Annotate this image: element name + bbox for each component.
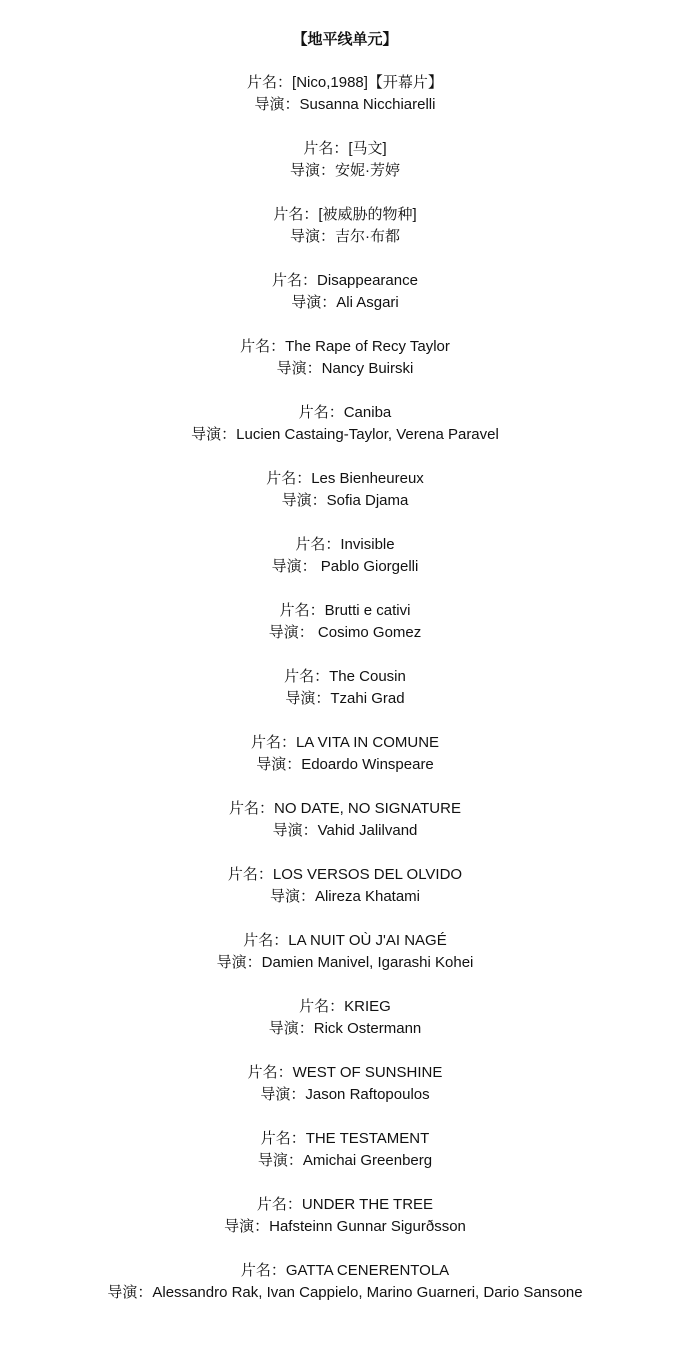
- film-entry: [0, 930, 690, 974]
- film-title-line: 片名：Les Bienheureux: [266, 470, 424, 487]
- film-director-line: 导演：Edoardo Winspeare: [256, 756, 434, 773]
- film-director-line: 导演：吉尔·布都: [290, 228, 400, 245]
- film-entry: [0, 204, 690, 248]
- film-entry: [0, 1260, 690, 1304]
- film-title-line: 片名：THE TESTAMENT: [260, 1130, 430, 1147]
- film-director-line: 导演：Tzahi Grad: [285, 690, 405, 707]
- film-director-line: 导演： Cosimo Gomez: [268, 624, 422, 641]
- film-entry: [0, 996, 690, 1040]
- film-director-line: 导演：Susanna Nicchiarelli: [254, 96, 436, 113]
- film-entry: [0, 468, 690, 512]
- section-title: 【地平线单元】: [292, 31, 398, 48]
- film-director-line: 导演：安妮·芳婷: [290, 162, 400, 179]
- film-director-line: 导演：Sofia Djama: [281, 492, 409, 509]
- film-entry: [0, 534, 690, 578]
- film-director-line: 导演：Rick Ostermann: [268, 1020, 422, 1037]
- film-title-line: 片名：[马文]: [303, 140, 387, 157]
- film-entry: [0, 72, 690, 116]
- film-director-line: 导演：Lucien Castaing-Taylor, Verena Paravel: [191, 426, 499, 443]
- film-entry: [0, 798, 690, 842]
- film-entry: [0, 402, 690, 446]
- film-entry: [0, 666, 690, 710]
- film-title-line: 片名：GATTA CENERENTOLA: [240, 1262, 450, 1279]
- film-entry: [0, 138, 690, 182]
- film-director-line: 导演：Hafsteinn Gunnar Sigurðsson: [224, 1218, 466, 1235]
- film-title-line: 片名：LOS VERSOS DEL OLVIDO: [227, 866, 463, 883]
- film-entry: [0, 1062, 690, 1106]
- film-title-line: 片名：[Nico,1988]【开幕片】: [247, 74, 443, 91]
- film-director-line: 导演：Nancy Buirski: [276, 360, 414, 377]
- film-director-line: 导演：Vahid Jalilvand: [272, 822, 418, 839]
- film-director-line: 导演： Pablo Giorgelli: [271, 558, 419, 575]
- film-entry: [0, 864, 690, 908]
- film-title-line: 片名：Invisible: [295, 536, 395, 553]
- film-title-line: 片名：UNDER THE TREE: [256, 1196, 434, 1213]
- film-title-line: 片名：KRIEG: [299, 998, 391, 1015]
- film-entry: [0, 1194, 690, 1238]
- film-director-line: 导演：Ali Asgari: [291, 294, 399, 311]
- film-director-line: 导演：Jason Raftopoulos: [260, 1086, 430, 1103]
- film-title-line: 片名：[被威胁的物种]: [273, 206, 417, 223]
- film-director-line: 导演：Damien Manivel, Igarashi Kohei: [216, 954, 474, 971]
- film-director-line: 导演：Amichai Greenberg: [257, 1152, 433, 1169]
- film-director-line: 导演：Alessandro Rak, Ivan Cappielo, Marino Guarneri, Dario Sansone: [107, 1284, 583, 1301]
- film-title-line: 片名：LA VITA IN COMUNE: [250, 734, 440, 751]
- film-entry: [0, 732, 690, 776]
- film-title-line: 片名：NO DATE, NO SIGNATURE: [229, 800, 461, 817]
- film-entry: [0, 600, 690, 644]
- film-title-line: 片名：Brutti e cativi: [279, 602, 411, 619]
- film-list: [0, 72, 690, 1304]
- film-entry: [0, 336, 690, 380]
- film-title-line: 片名：The Rape of Recy Taylor: [240, 338, 450, 355]
- film-title-line: 片名：LA NUIT OÙ J'AI NAGÉ: [243, 932, 447, 949]
- film-title-line: 片名：Caniba: [298, 404, 392, 421]
- film-title-line: 片名：WEST OF SUNSHINE: [247, 1064, 443, 1081]
- film-title-line: 片名：The Cousin: [284, 668, 406, 685]
- film-entry: [0, 270, 690, 314]
- film-title-line: 片名：Disappearance: [272, 272, 418, 289]
- film-entry: [0, 1128, 690, 1172]
- film-director-line: 导演：Alireza Khatami: [269, 888, 421, 905]
